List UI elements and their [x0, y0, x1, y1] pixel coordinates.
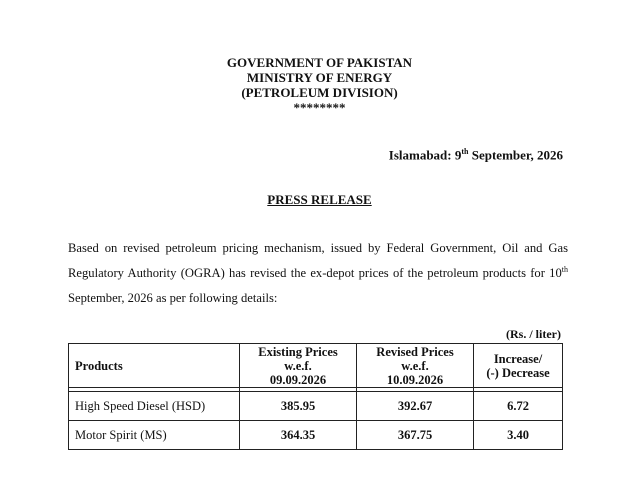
row-hsd-existing: 385.95 — [240, 392, 357, 421]
header-existing-l2: w.e.f. — [284, 358, 312, 373]
body-paragraph — [68, 236, 568, 311]
header-asterisks: ******** — [293, 100, 346, 115]
table-header-row — [69, 344, 563, 388]
place-date-sup: th — [461, 147, 469, 156]
header-change-l1: Increase/ — [493, 351, 543, 366]
place-date-suffix: September, 2026 — [468, 147, 563, 163]
header-change — [474, 344, 563, 388]
table-row — [69, 421, 563, 450]
row-ms-change: 3.40 — [474, 421, 563, 450]
place-and-date — [389, 147, 563, 163]
header-revised-l1: Revised Prices — [376, 344, 454, 359]
header-revised-l3: 10.09.2026 — [386, 372, 444, 387]
price-table — [68, 343, 563, 450]
row-hsd-revised: 392.67 — [357, 392, 474, 421]
header-existing-prices — [240, 344, 357, 388]
header-existing-l1: Existing Prices — [258, 344, 338, 359]
unit-note: (Rs. / liter) — [506, 327, 561, 341]
row-hsd-change: 6.72 — [474, 392, 563, 421]
header-products: Products — [69, 344, 240, 388]
paragraph-sup: th — [561, 264, 568, 274]
paragraph-text: Based on revised petroleum pricing mechanism, issued by Federal Government, Oil and Gas Regulatory Authority (OGRA) has revised the ex-depot prices of the petroleum products for 10 — [68, 241, 568, 280]
document-title: PRESS RELEASE — [267, 192, 372, 207]
paragraph-tail: September, 2026 as per following details: — [68, 291, 278, 305]
header-existing-l3: 09.09.2026 — [269, 372, 327, 387]
row-hsd-product: High Speed Diesel (HSD) — [69, 392, 240, 421]
header-government: GOVERNMENT OF PAKISTAN — [226, 55, 413, 70]
header-division: (PETROLEUM DIVISION) — [241, 85, 398, 100]
header-revised-l2: w.e.f. — [401, 358, 429, 373]
row-ms-product: Motor Spirit (MS) — [69, 421, 240, 450]
header-ministry: MINISTRY OF ENERGY — [246, 70, 393, 85]
header-revised-prices — [357, 344, 474, 388]
table-row — [69, 392, 563, 421]
header-change-l2: (-) Decrease — [486, 365, 550, 380]
row-ms-revised: 367.75 — [357, 421, 474, 450]
row-ms-existing: 364.35 — [240, 421, 357, 450]
place-date-prefix: Islamabad: 9 — [388, 147, 462, 163]
